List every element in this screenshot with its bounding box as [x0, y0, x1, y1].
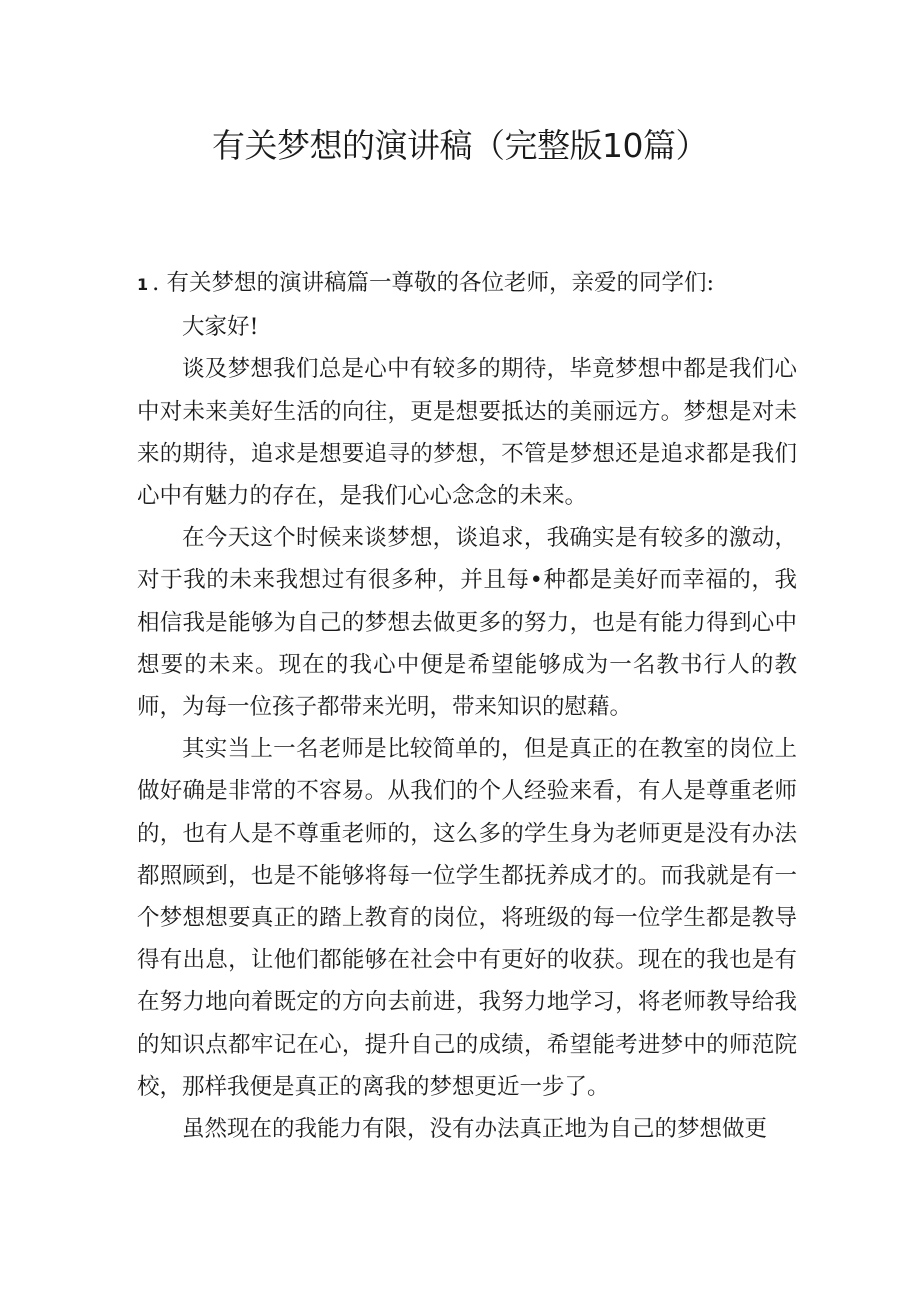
- paragraph: 谈及梦想我们总是心中有较多的期待，毕竟梦想中都是我们心中对未来美好生活的向往，更是想要抵达的美丽远方。梦想是对未来的期待，追求是想要追寻的梦想，不管是梦想还是追求都是我们心中有魅力的存在，是我们心心念念的未来。: [137, 356, 797, 510]
- section-number: 1: [137, 275, 149, 294]
- paragraph: 虽然现在的我能力有限，没有办法真正地为自己的梦想做更: [182, 1116, 768, 1143]
- document-body: [137, 262, 797, 1150]
- paragraph-greeting: 大家好!: [182, 314, 259, 341]
- section-heading: [137, 262, 797, 306]
- document-title: 有关梦想的演讲稿（完整版10篇）: [212, 126, 708, 165]
- paragraph: 其实当上一名老师是比较简单的，但是真正的在教室的岗位上做好确是非常的不容易。从我们的个人经验来看，有人是尊重老师的，也有人是不尊重老师的，这么多的学生身为老师更是没有办法都照顾到，也是不能够将每一位学生都抚养成才的。而我就是有一个梦想想要真正的踏上教育的岗位，将班级的每一位学生都是教导得有出息，让他们都能够在社会中有更好的收获。现在的我也是有在努力地向着既定的方向去前进，我努力地学习，将老师教导给我的知识点都牢记在心，提升自己的成绩，希望能考进梦中的师范院校，那样我便是真正的离我的梦想更近一步了。: [137, 736, 797, 1100]
- section-heading-text: . 有关梦想的演讲稿篇一尊敬的各位老师，亲爱的同学们:: [152, 270, 715, 296]
- paragraph: 在今天这个时候来谈梦想，谈追求，我确实是有较多的激动，对于我的未来我想过有很多种，并且每•种都是美好而幸福的，我相信我是能够为自己的梦想去做更多的努力，也是有能力得到心中想要的未来。现在的我心中便是希望能够成为一名教书行人的教师，为每一位孩子都带来光明，带来知识的慰藉。: [137, 525, 797, 721]
